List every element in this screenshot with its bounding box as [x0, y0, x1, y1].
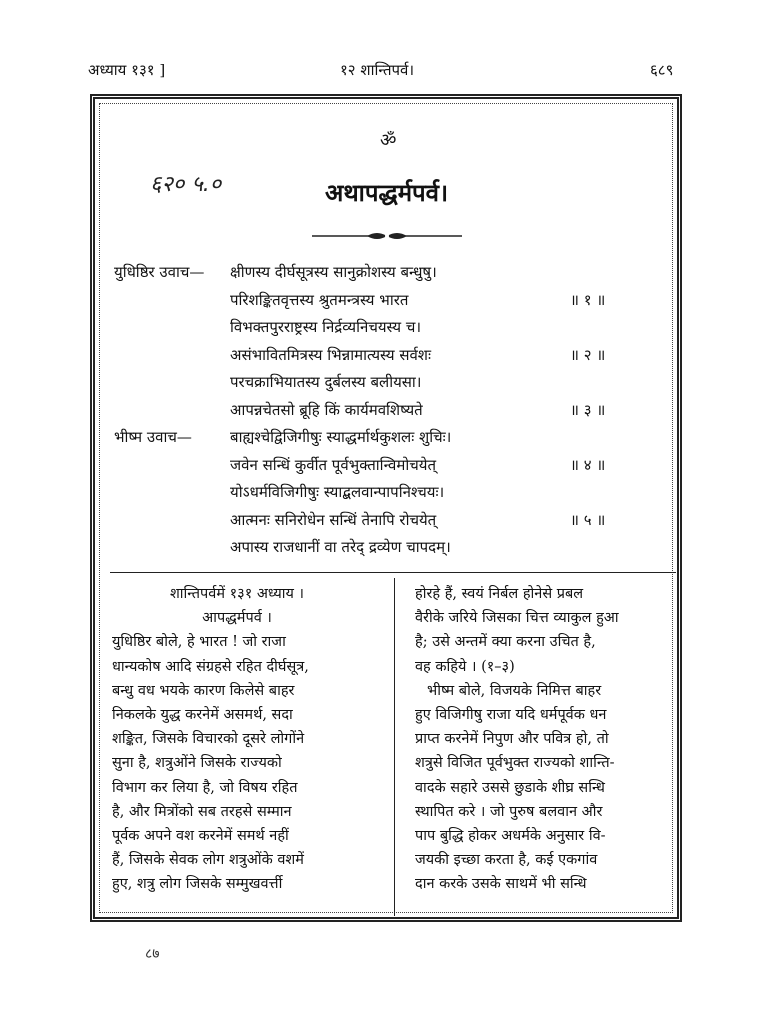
handwritten-note: ६२० ५.० — [150, 172, 222, 197]
verse-line — [110, 345, 670, 371]
text-line: हैं, जिसके सेवक लोग शत्रुओंके वशमें — [112, 852, 304, 869]
text-line: हुए विजिगीषु राजा यदि धर्मपूर्वक धन — [415, 707, 607, 724]
translation-right-column — [415, 582, 665, 897]
text-line: धान्यकोष आदि संग्रहसे रहित दीर्घसूत्र, — [112, 658, 309, 675]
verse-line — [110, 317, 670, 343]
text-line: निकलके युद्ध करनेमें असमर्थ, सदा — [112, 707, 293, 724]
text-line: जयकी इच्छा करता है, कई एकगांव — [415, 852, 598, 869]
text-line: पाप बुद्धि होकर अधर्मके अनुसार वि- — [415, 828, 606, 845]
verse-number: ॥ १ ॥ — [570, 290, 606, 309]
verse-number: ॥ २ ॥ — [570, 345, 606, 364]
text-line: भीष्म बोले, विजयके निमित्त बाहर — [427, 682, 602, 699]
verse-line — [110, 262, 670, 288]
text-line: है; उसे अन्तमें क्या करना उचित है, — [415, 634, 596, 651]
verse-text: जवेन सन्धिं कुर्वीत पूर्वभुक्तान्विमोचयेत् — [230, 455, 437, 474]
text-line: वह कहिये । (१–३) — [415, 658, 515, 675]
book-header: १२ शान्तिपर्व। — [340, 61, 415, 79]
text-line: सुना है, शत्रुओंने जिसके राज्यको — [112, 755, 282, 772]
verse-line — [110, 400, 670, 426]
verse-text: असंभावितमित्रस्य भिन्नामात्यस्य सर्वशः — [230, 345, 432, 364]
column-divider — [394, 578, 395, 916]
verse-line — [110, 482, 670, 508]
text-line: स्थापित करे । जो पुरुष बलवान और — [415, 803, 603, 820]
text-line: है, और मित्रोंको सब तरहसे सम्मान — [112, 803, 292, 820]
text-line: प्राप्त करनेमें निपुण और पवित्र हो, तो — [415, 731, 609, 748]
section-title: अथापद्धर्मपर्व। — [325, 178, 449, 207]
verse-text: क्षीणस्य दीर्घसूत्रस्य सानुक्रोशस्य बन्धुषु। — [230, 263, 437, 281]
title-ornament — [312, 230, 462, 242]
verse-text: परिशङ्कितवृत्तस्य श्रुतमन्त्रस्य भारत — [230, 290, 409, 309]
verse-line — [110, 372, 670, 398]
text-line: वैरीके जरिये जिसका चित्त व्याकुल हुआ — [415, 610, 619, 627]
verse-number: ॥ ५ ॥ — [570, 510, 606, 529]
verse-speaker: युधिष्ठिर उवाच— — [114, 263, 205, 281]
text-line: शान्तिपर्वमें १३१ अध्याय । — [169, 586, 305, 602]
text-line: वादके सहारे उससे छुडाके शीघ्र सन्धि — [415, 779, 605, 796]
text-line: बन्धु वध भयके कारण किलेसे बाहर — [112, 682, 295, 699]
verse-text: अपास्य राजधानीं वा तरेद् द्रव्येण चापदम्। — [230, 538, 451, 556]
om-symbol: ॐ — [380, 130, 397, 151]
verse-text: आपन्नचेतसो ब्रूहि किं कार्यमवशिष्यते — [230, 400, 423, 419]
verse-number: ॥ ३ ॥ — [570, 400, 606, 419]
verse-text: आत्मनः सनिरोधेन सन्धिं तेनापि रोचयेत् — [230, 510, 437, 529]
verse-number: ॥ ४ ॥ — [570, 455, 606, 474]
page-number: ६८९ — [650, 61, 674, 79]
text-line: दान करके उसके साथमें भी सन्धि — [415, 876, 587, 893]
text-line: शत्रुसे विजित पूर्वभुक्त राज्यको शान्ति- — [415, 755, 615, 772]
verse-text: परचक्राभियातस्य दुर्बलस्य बलीयसा। — [230, 373, 422, 391]
verse-line — [110, 427, 670, 453]
text-line: शङ्कित, जिसके विचारको दूसरे लोगोंने — [112, 731, 305, 748]
verse-speaker: भीष्म उवाच— — [114, 428, 192, 446]
text-line: युधिष्ठिर बोले, हे भारत ! जो राजा — [112, 634, 286, 651]
text-line: पूर्वक अपने वश करनेमें समर्थ नहीं — [112, 828, 289, 845]
verse-line — [110, 290, 670, 316]
verse-line — [110, 510, 670, 536]
verse-line — [110, 537, 670, 563]
verse-text: बाह्यश्चेद्विजिगीषुः स्याद्धर्मार्थकुशलः शुचिः। — [230, 428, 452, 446]
verse-text: योऽधर्मविजिगीषुः स्याद्बलवान्पापनिश्चयः। — [230, 483, 445, 501]
section-divider — [110, 572, 676, 573]
text-line: होरहे हैं, स्वयं निर्बल होनेसे प्रबल — [415, 586, 584, 602]
text-line: आपद्धर्मपर्व । — [202, 610, 272, 627]
text-line: विभाग कर लिया है, जो विषय रहित — [112, 779, 298, 796]
verse-line — [110, 455, 670, 481]
verse-text: विभक्तपुरराष्ट्रस्य निर्द्रव्यनिचयस्य च। — [230, 318, 422, 336]
translation-left-column — [112, 582, 362, 897]
chapter-header: अध्याय १३१ ] — [88, 61, 166, 79]
footer-signature-mark: ८७ — [145, 946, 160, 962]
text-line: हुए, शत्रु लोग जिसके सम्मुखवर्त्ती — [112, 876, 283, 893]
